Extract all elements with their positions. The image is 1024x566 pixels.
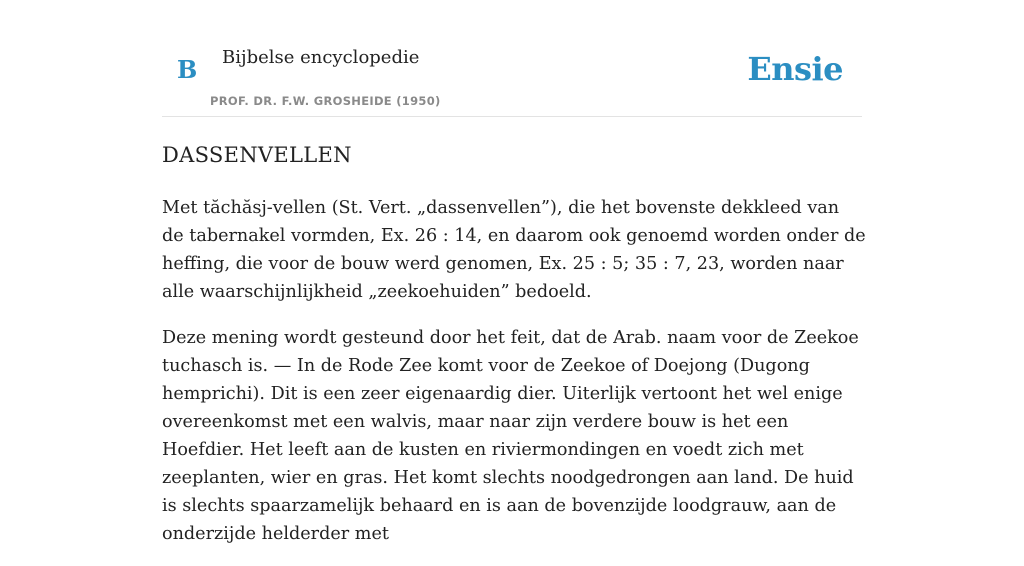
book-author: PROF. DR. F.W. GROSHEIDE (1950) (210, 94, 441, 108)
book-logo-icon[interactable]: B (177, 55, 198, 84)
site-header (162, 0, 862, 117)
article-paragraph: Deze mening wordt gesteund door het feit, dat de Arab. naam voor de Zeekoe tuchasch is. — In de Rode Zee komt voor de Zeekoe of Doejong (Dugong hemprichi). Dit is een zeer eigenaardig dier. Uiterlijk vertoont het wel enige overeenkomst met een walvis, maar naar zijn verdere bouw is het een Hoefdier. Het leeft aan de kusten en riviermondingen en voedt zich met zeeplanten, wier en gras. Het komt slechts noodgedrongen aan land. De huid is slechts spaarzamelijk behaard en is aan de bovenzijde loodgrauw, aan de onderzijde helderder met (162, 328, 859, 544)
brand-logo[interactable]: Ensie (747, 50, 843, 88)
article-title: DASSENVELLEN (162, 143, 352, 167)
book-title-link[interactable]: Bijbelse encyclopedie (222, 47, 420, 68)
article-paragraph: Met tăchăsj-vellen (St. Vert. „dassenvellen”), die het bovenste dekkleed van de tabernakel vormden, Ex. 26 : 14, en daarom ook genoemd worden onder de heffing, die voor de bouw werd genomen, Ex. 25 : 5; 35 : 7, 23, worden naar alle waarschijnlijkheid „zeekoehuiden” bedoeld. (162, 198, 866, 302)
article (162, 138, 866, 566)
